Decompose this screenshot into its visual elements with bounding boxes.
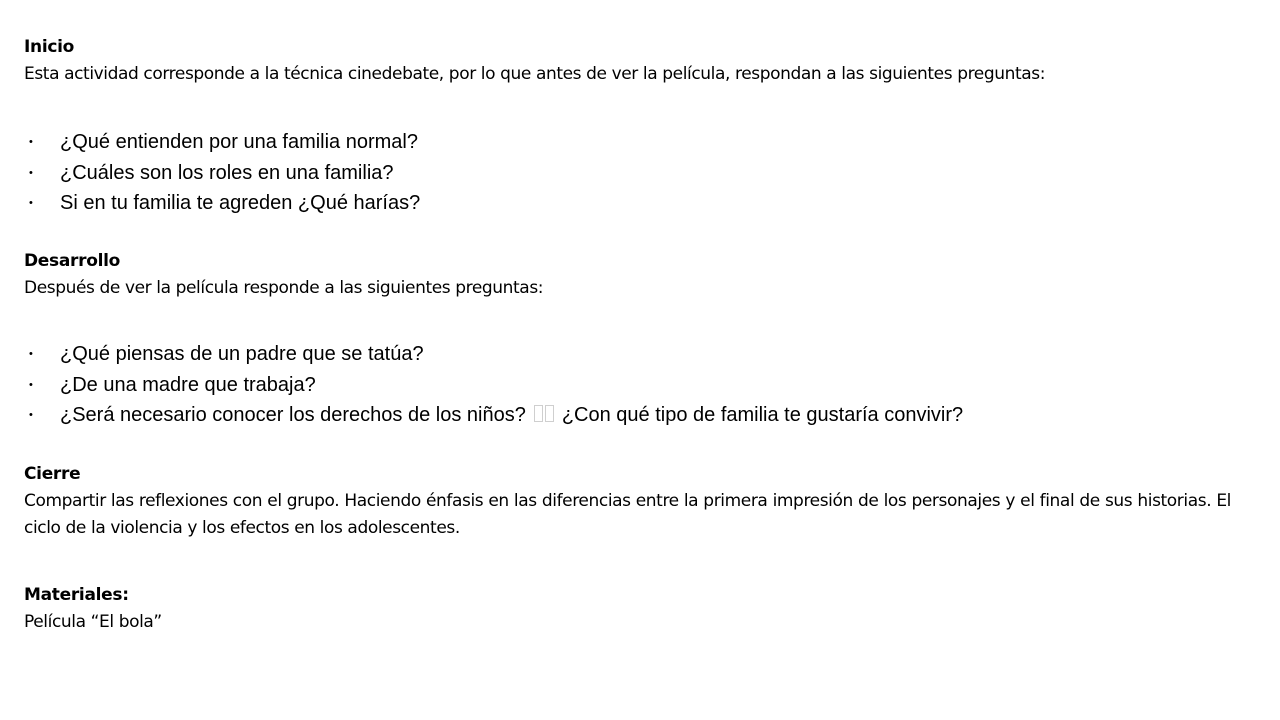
materiales-text: Película “El bola” xyxy=(24,612,162,632)
missing-glyph-icon xyxy=(534,405,543,422)
bullet-icon: • xyxy=(29,409,33,421)
list-item xyxy=(24,370,1231,401)
materiales-heading: Materiales: xyxy=(24,585,129,605)
bullet-icon: • xyxy=(29,197,33,209)
list-item xyxy=(24,400,1231,431)
question-text: ¿Qué piensas de un padre que se tatúa? xyxy=(60,343,424,365)
desarrollo-heading: Desarrollo xyxy=(24,251,121,271)
list-item xyxy=(24,158,1231,189)
section-cierre xyxy=(24,461,1231,542)
question-text: ¿Será necesario conocer los derechos de los niños? xyxy=(60,404,526,426)
section-materiales xyxy=(24,582,1231,636)
question-text: ¿De una madre que trabaja? xyxy=(60,373,316,396)
cierre-text: Compartir las reflexiones con el grupo. Haciendo énfasis en las diferencias entre la primera impresión de los personajes y el final de sus historias. El ciclo de la violencia y los efectos en los adolescentes. xyxy=(24,491,1231,538)
bullet-icon: • xyxy=(29,378,33,391)
question-text: ¿Con qué tipo de familia te gustaría convivir? xyxy=(561,404,964,426)
question-text: Si en tu familia te agreden ¿Qué harías? xyxy=(60,192,421,214)
bullet-icon: • xyxy=(29,166,33,179)
cierre-heading: Cierre xyxy=(24,464,81,484)
bullet-icon: • xyxy=(29,136,33,148)
inicio-question-list xyxy=(24,127,1231,219)
list-item xyxy=(24,339,1231,370)
inicio-intro: Esta actividad corresponde a la técnica cinedebate, por lo que antes de ver la película, respondan a las siguientes preguntas: xyxy=(24,64,1046,84)
list-item xyxy=(24,127,1231,158)
desarrollo-intro: Después de ver la película responde a las siguientes preguntas: xyxy=(24,278,544,298)
section-desarrollo xyxy=(24,248,1231,302)
inicio-heading: Inicio xyxy=(24,37,75,57)
list-item xyxy=(24,188,1231,219)
desarrollo-question-list xyxy=(24,339,1231,431)
missing-glyph-icon xyxy=(545,405,554,422)
question-text: ¿Qué entienden por una familia normal? xyxy=(60,131,418,153)
section-inicio xyxy=(24,34,1231,88)
bullet-icon: • xyxy=(29,348,33,360)
question-text: ¿Cuáles son los roles en una familia? xyxy=(60,161,394,184)
